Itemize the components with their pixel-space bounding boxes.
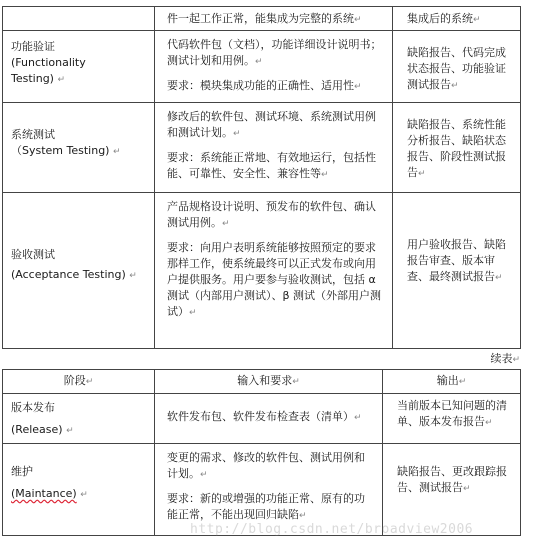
stage-name-en: (Acceptance Testing) [11, 268, 126, 281]
inputs-text: 代码软件包（文档），功能详细设计说明书；测试计划和用例。 [167, 38, 382, 67]
inputs-text: 软件发布包、软件发布检查表（清单） [167, 410, 354, 423]
table-row [3, 394, 521, 444]
stage-name: 系统测试 [11, 128, 55, 141]
output-cell: 缺陷报告、更改跟踪报告、测试报告↵ [383, 444, 521, 536]
output-text: 缺陷报告、代码完成状态报告、功能验证测试报告 [407, 46, 506, 91]
output-text: 当前版本已知问题的清单、版本发布报告 [397, 399, 507, 428]
stage-cell: 功能验证 (Functionality Testing) ↵ [3, 31, 155, 103]
header-cell-col3: 集成后的系统↵ [393, 7, 521, 31]
table-row [3, 31, 521, 103]
output-text: 缺陷报告、系统性能分析报告、缺陷状态报告、阶段性测试报告 [407, 118, 506, 179]
header-cell-inputs: 输入和要求↵ [155, 370, 383, 394]
inputs-text: 变更的需求、修改的软件包、测试用例和计划。 [167, 451, 365, 480]
output-cell: 缺陷报告、代码完成状态报告、功能验证测试报告↵ [393, 31, 521, 103]
stage-name-en: (Maintance) [11, 487, 77, 500]
output-text: 用户验收报告、缺陷报告审查、版本审查、最终测试报告 [407, 238, 506, 283]
inputs-text: 修改后的软件包、测试环境、系统测试用例和测试计划。 [167, 110, 376, 139]
stage-name-en: （System Testing) [11, 144, 110, 157]
stage-name-en: Testing) [11, 72, 54, 85]
output-cell: 用户验收报告、缺陷报告审查、版本审查、最终测试报告↵ [393, 193, 521, 349]
test-stages-table [2, 6, 521, 349]
table-row [3, 103, 521, 193]
requirements-text: 要求：系统能正常地、有效地运行，包括性能、可靠性、安全性、兼容性等 [167, 151, 376, 180]
stage-name: 维护 [11, 465, 33, 478]
header-cell-stage: 阶段↵ [3, 370, 155, 394]
requirements-text: 要求：新的或增强的功能正常、原有的功能正常，不能出现回归缺陷 [167, 492, 365, 521]
inputs-cell: 产品规格设计说明、预发布的软件包、确认测试用例。↵ 要求：向用户表明系统能够按照预定的要求那样工作，使系统最终可以正式发布或向用户提供服务。用户要参与验收测试，包括 α 测试（内部用户测试）、β 测试（外部用户测试）↵ [155, 193, 393, 349]
inputs-cell: 软件发布包、软件发布检查表（清单）↵ [155, 394, 383, 444]
stage-cell: 维护 (Maintance) ↵ [3, 444, 155, 536]
inputs-cell: 变更的需求、修改的软件包、测试用例和计划。↵ 要求：新的或增强的功能正常、原有的功能正常，不能出现回归缺陷↵ [155, 444, 383, 536]
stage-cell: 版本发布 (Release) ↵ [3, 394, 155, 444]
stage-name-en: (Functionality [11, 56, 86, 69]
stage-name: 功能验证 [11, 40, 55, 53]
continued-label: 续表↵ [490, 352, 520, 365]
inputs-cell: 代码软件包（文档），功能详细设计说明书；测试计划和用例。↵ 要求：模块集成功能的正确性、适用性↵ [155, 31, 393, 103]
inputs-cell: 修改后的软件包、测试环境、系统测试用例和测试计划。↵ 要求：系统能正常地、有效地运行，包括性能、可靠性、安全性、兼容性等↵ [155, 103, 393, 193]
table-header-row [3, 7, 521, 31]
table-header-row [3, 370, 521, 394]
header-blank-cell [3, 7, 155, 31]
stage-name-en: (Release) [11, 423, 63, 436]
output-cell: 当前版本已知问题的清单、版本发布报告↵ [383, 394, 521, 444]
inputs-text: 产品规格设计说明、预发布的软件包、确认测试用例。 [167, 200, 376, 229]
requirements-text: 要求：模块集成功能的正确性、适用性 [167, 79, 354, 92]
stage-cell: 系统测试 （System Testing) ↵ [3, 103, 155, 193]
requirements-text: 要求：向用户表明系统能够按照预定的要求那样工作，使系统最终可以正式发布或向用户提供服务。用户要参与验收测试，包括 α 测试（内部用户测试）、β 测试（外部用户测试） [167, 241, 382, 318]
stage-cell: 验收测试 (Acceptance Testing) ↵ [3, 193, 155, 349]
output-cell: 缺陷报告、系统性能分析报告、缺陷状态报告、阶段性测试报告↵ [393, 103, 521, 193]
stage-name: 验收测试 [11, 248, 55, 261]
header-cell-output: 输出↵ [383, 370, 521, 394]
watermark: http://blog.csdn.net/broadview2006 [190, 522, 474, 537]
test-stages-table-continued [2, 369, 521, 536]
table-row [3, 193, 521, 349]
stage-name: 版本发布 [11, 401, 55, 414]
output-text: 缺陷报告、更改跟踪报告、测试报告 [397, 465, 507, 494]
header-cell-col2: 件一起工作正常，能集成为完整的系统↵ [155, 7, 393, 31]
